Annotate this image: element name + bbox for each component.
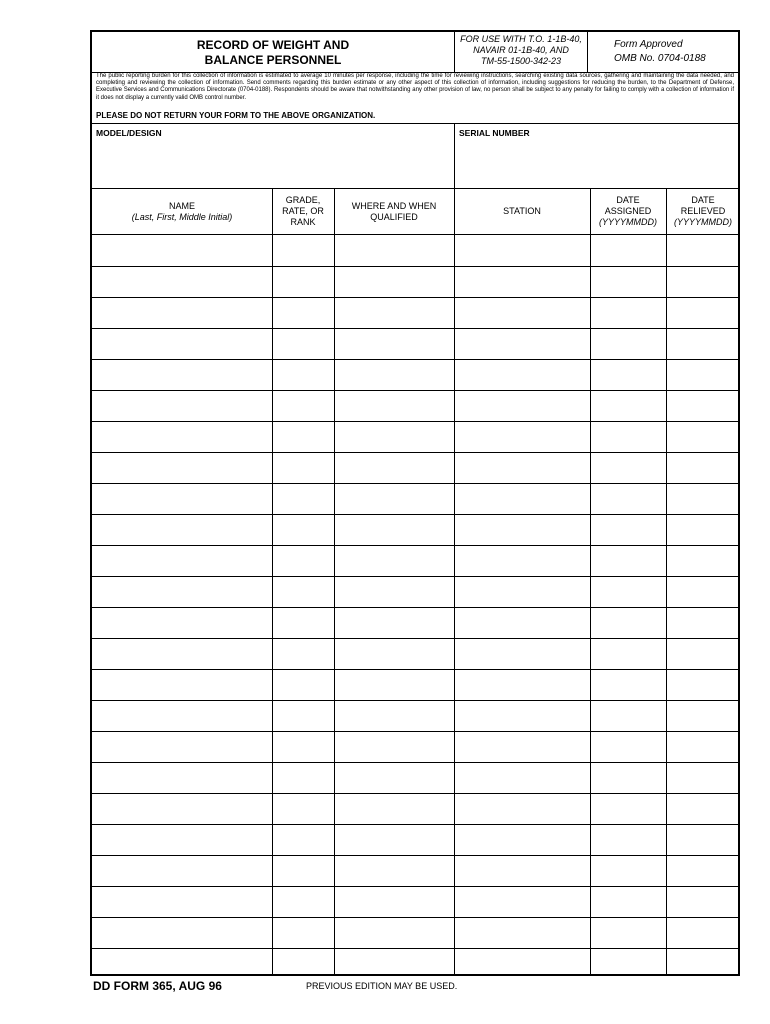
col-relieved-line-3: (YYYYMMDD) xyxy=(674,217,732,227)
table-row[interactable] xyxy=(92,266,738,267)
form xyxy=(90,30,740,976)
col-grade-header xyxy=(272,189,334,235)
previous-edition-note: PREVIOUS EDITION MAY BE USED. xyxy=(306,981,458,991)
do-not-return-notice: PLEASE DO NOT RETURN YOUR FORM TO THE ABOVE ORGANIZATION. xyxy=(96,111,376,120)
form-approved: Form Approved xyxy=(614,39,683,50)
col-grade-line-2: RATE, OR xyxy=(282,206,324,216)
col-date-assigned-header xyxy=(590,189,666,235)
col-where-line-2: QUALIFIED xyxy=(370,211,418,222)
model-serial-row xyxy=(92,123,738,189)
table-row[interactable] xyxy=(92,514,738,515)
serial-number-field[interactable] xyxy=(454,124,738,188)
table-row[interactable] xyxy=(92,452,738,453)
form-number: DD FORM 365, AUG 96 xyxy=(93,979,222,993)
col-assigned-line-3: (YYYYMMDD) xyxy=(599,217,657,227)
table-row[interactable] xyxy=(92,607,738,608)
table-row[interactable] xyxy=(92,917,738,918)
table-row[interactable] xyxy=(92,328,738,329)
col-station-label: STATION xyxy=(503,206,541,216)
table-row[interactable] xyxy=(92,483,738,484)
for-use-with xyxy=(454,32,587,72)
table-row[interactable] xyxy=(92,638,738,639)
table-row[interactable] xyxy=(92,762,738,763)
omb-box xyxy=(587,32,738,72)
table-row[interactable] xyxy=(92,855,738,856)
table-row[interactable] xyxy=(92,793,738,794)
col-name-label: NAME xyxy=(168,200,195,211)
table-row[interactable] xyxy=(92,669,738,670)
for-use-line-1: FOR USE WITH T.O. 1-1B-40, xyxy=(460,34,582,44)
table-row[interactable] xyxy=(92,297,738,298)
table-row[interactable] xyxy=(92,576,738,577)
col-where-header xyxy=(334,189,454,235)
col-grade-line-3: RANK xyxy=(290,217,316,227)
omb-number: OMB No. 0704-0188 xyxy=(614,53,706,64)
col-divider xyxy=(334,189,335,974)
table-row[interactable] xyxy=(92,700,738,701)
col-name-header xyxy=(92,189,272,235)
table-row[interactable] xyxy=(92,886,738,887)
col-assigned-line-1: DATE xyxy=(616,195,640,205)
col-relieved-line-2: RELIEVED xyxy=(680,206,726,216)
burden-statement: The public reporting burden for this collection of information is estimated to average 10 minutes per response, including the time for reviewing instructions, searching existing data sources, gathering and maintaining the data needed, and completing and reviewing the collection of information. Send comments regarding this burden estimate or any other aspect of this collection of information, including suggestions for reducing the burden, to the Department of Defense, Executive Services and Communications Directorate (0704-0188). Respondents should be aware that notwithstanding any other provision of law, no person shall be subject to any penalty for failing to comply with a collection of information if it does not display a currently valid OMB control number. xyxy=(96,73,734,101)
table-row[interactable] xyxy=(92,421,738,422)
col-divider xyxy=(666,189,667,974)
col-divider xyxy=(590,189,591,974)
title-line-1: RECORD OF WEIGHT AND xyxy=(196,38,350,52)
form-title xyxy=(92,38,454,68)
col-grade-line-1: GRADE, xyxy=(285,195,321,205)
model-design-label: MODEL/DESIGN xyxy=(96,128,162,138)
col-divider xyxy=(454,189,455,974)
col-where-line-1: WHERE AND WHEN xyxy=(351,200,437,211)
table-row[interactable] xyxy=(92,390,738,391)
title-line-2: BALANCE PERSONNEL xyxy=(204,53,342,67)
for-use-line-3: TM-55-1500-342-23 xyxy=(480,56,562,66)
table-row[interactable] xyxy=(92,359,738,360)
col-station-header xyxy=(454,189,590,235)
col-assigned-line-2: ASSIGNED xyxy=(604,206,652,216)
for-use-line-2: NAVAIR 01-1B-40, AND xyxy=(473,45,569,55)
table-row[interactable] xyxy=(92,824,738,825)
col-divider xyxy=(272,189,273,974)
serial-number-label: SERIAL NUMBER xyxy=(459,128,530,138)
table-row[interactable] xyxy=(92,948,738,949)
col-relieved-line-1: DATE xyxy=(691,195,715,205)
form-header xyxy=(92,32,738,73)
table-row[interactable] xyxy=(92,731,738,732)
col-date-relieved-header xyxy=(666,189,740,235)
col-name-sublabel: (Last, First, Middle Initial) xyxy=(131,211,233,222)
table-row[interactable] xyxy=(92,545,738,546)
